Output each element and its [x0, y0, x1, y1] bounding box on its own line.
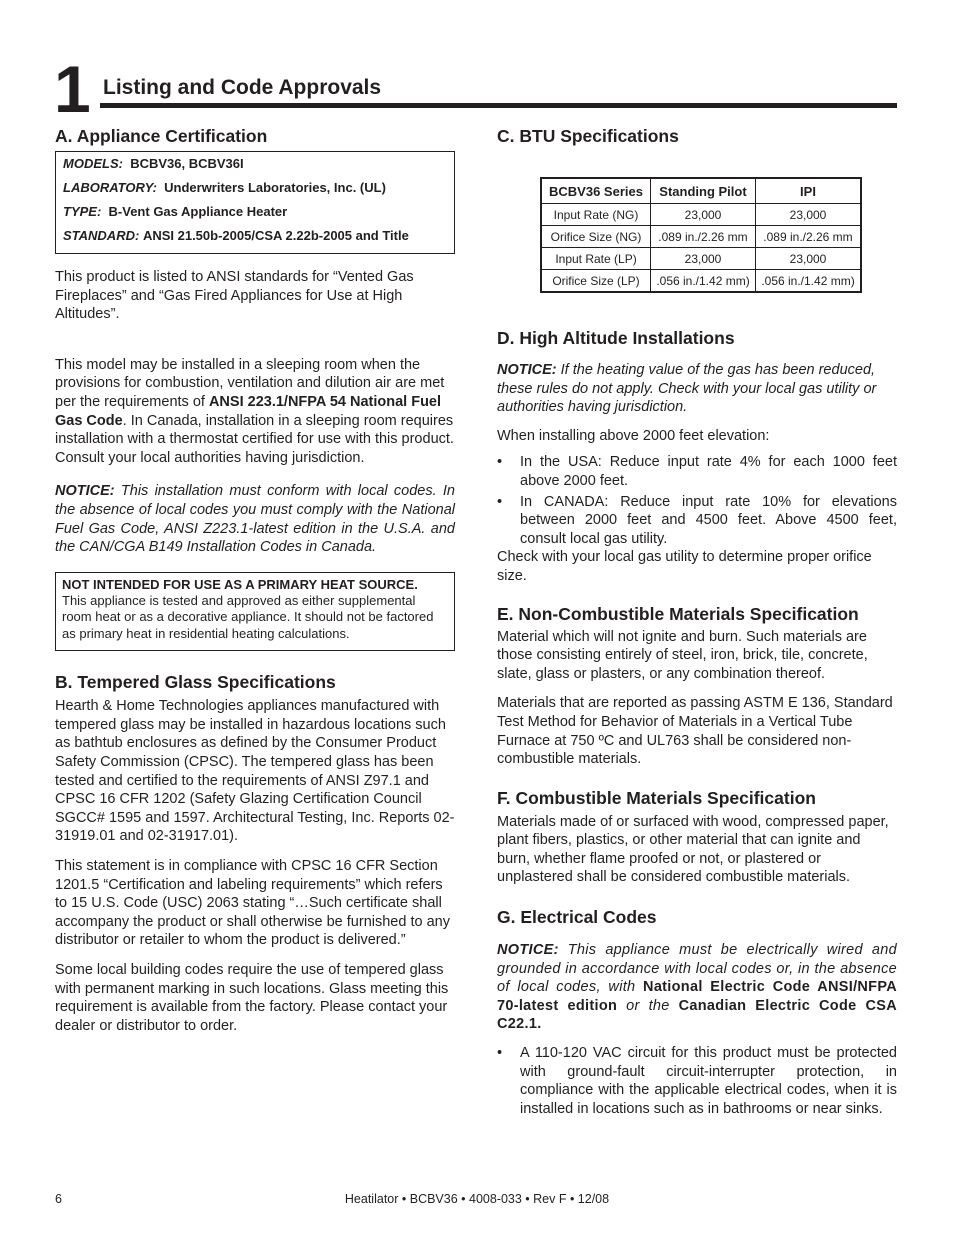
high-altitude-list	[497, 453, 897, 548]
certification-box	[55, 151, 455, 254]
non-combustible-paragraph-2: Materials that are reported as passing ASTM E 136, Standard Test Method for Behavior of Materials in a Vertical Tube Furnace at 750 ºC and UL763 shall be considered non-combustible materials.	[497, 695, 893, 768]
table-row: Orifice Size (NG) .089 in./2.26 mm .089 in./2.26 mm	[541, 226, 861, 248]
electrical-list	[497, 1044, 897, 1118]
section-f-heading: F. Combustible Materials Specification	[497, 787, 816, 808]
cert-row-standard: STANDARD: ANSI 21.50b-2005/CSA 2.22b-2005 and Title	[63, 228, 409, 243]
tempered-glass-paragraph-1: Hearth & Home Technologies appliances manufactured with tempered glass may be installed in hazardous locations such as bathtub enclosures as defined by the Consumer Product Safety Commission (CPSC). The tempered glass has been tested and certified to the requirements of ANSI Z97.1 and CPSC 16 CFR 1202 (Safety Glazing Certification Council SGCC# 1595 and 1597. Architectural Testing, Inc. Reports 02-31919.01 and 02-31917.01).	[55, 698, 455, 845]
local-codes-notice: NOTICE: This installation must conform with local codes. In the absence of local codes you must comply with the National Fuel Gas Code, ANSI Z223.1-latest edition in the U.S.A. and the CAN/CGA B149 Installation Codes in Canada.	[55, 483, 455, 556]
sleeping-room-paragraph: This model may be installed in a sleeping room when the provisions for combustion, ventilation and dilution air are met per the requirements of ANSI 223.1/NFPA 54 National Fuel Gas Code. In Canada, installation in a sleeping room requires installation with a thermostat certified for use with this product. Consult your local authorities having jurisdiction.	[55, 356, 454, 466]
high-altitude-notice: NOTICE: If the heating value of the gas has been reduced, these rules do not apply. Check with your local gas utility or authorities having jurisdiction.	[497, 362, 877, 416]
chapter-rule	[100, 103, 897, 108]
btu-col-standing-pilot: Standing Pilot	[651, 178, 756, 204]
section-a-heading: A. Appliance Certification	[55, 126, 268, 146]
non-combustible-paragraph-1: Material which will not ignite and burn. Such materials are those consisting entirely of steel, iron, brick, tile, concrete, slate, glass or plasters, or any combination thereof.	[497, 628, 868, 682]
footer-page-number: 6	[55, 1192, 62, 1206]
cert-row-type: TYPE: B-Vent Gas Appliance Heater	[63, 204, 288, 219]
table-row: Input Rate (NG) 23,000 23,000	[541, 204, 861, 226]
combustible-paragraph: Materials made of or surfaced with wood, compressed paper, plant fibers, plastics, or other material that can ignite and burn, whether flame proofed or not, or plastered or unplastered shall be considered combustible materials.	[497, 813, 889, 886]
btu-table	[540, 177, 862, 293]
btu-col-series: BCBV36 Series	[541, 178, 651, 204]
cert-row-models: MODELS: BCBV36, BCBV36I	[63, 156, 244, 171]
table-row: Orifice Size (LP) .056 in./1.42 mm) .056 in./1.42 mm)	[541, 270, 861, 293]
tempered-glass-paragraph-3: Some local building codes require the use of tempered glass with permanent marking in such locations. Glass meeting this requirement is available from the factory. Please contact your dealer or distributor to order.	[55, 961, 449, 1034]
tempered-glass-paragraph-2: This statement is in compliance with CPSC 16 CFR Section 1201.5 “Certification and labeling requirements” which refers to 15 U.S. Code (USC) 2063 stating “…Such certificate shall accompany the product or shall otherwise be furnished to any distributor or retailer to whom the product is delivered.”	[55, 857, 450, 949]
section-d-heading: D. High Altitude Installations	[497, 328, 735, 348]
section-b-heading: B. Tempered Glass Specifications	[55, 672, 336, 693]
left-column	[55, 126, 455, 1035]
warning-body: This appliance is tested and approved as either supplemental room heat or as a decorative appliance. It should not be factored as primary heat in residential heating calculations.	[62, 592, 434, 641]
section-g-heading: G. Electrical Codes	[497, 907, 657, 928]
listing-paragraph: This product is listed to ANSI standards for “Vented Gas Fireplaces” and “Gas Fired Appliances for Use at High Altitudes”.	[55, 269, 414, 323]
high-altitude-intro: When installing above 2000 feet elevation:	[497, 427, 770, 444]
warning-title: NOT INTENDED FOR USE AS A PRIMARY HEAT SOURCE.	[62, 576, 418, 592]
section-e-heading: E. Non-Combustible Materials Specification	[497, 603, 859, 624]
high-altitude-closing: Check with your local gas utility to determine proper orifice size.	[497, 549, 872, 584]
chapter-title: Listing and Code Approvals	[103, 76, 382, 99]
right-column	[497, 126, 897, 1118]
list-item: • A 110-120 VAC circuit for this product must be protected with ground-fault circuit-interrupter protection, in compliance with the applicable electrical codes, when it is installed in locations such as in bathrooms or near sinks.	[497, 1045, 897, 1117]
list-item: • In CANADA: Reduce input rate 10% for elevations between 2000 feet and 4500 feet. Above 4500 feet, consult local gas utility.	[497, 493, 897, 547]
footer-document-info: Heatilator • BCBV36 • 4008-033 • Rev F • 12/08	[344, 1192, 610, 1206]
chapter-number: 1	[54, 52, 89, 126]
cert-row-laboratory: LABORATORY: Underwriters Laboratories, Inc. (UL)	[63, 180, 386, 195]
btu-table-header	[541, 178, 861, 204]
btu-col-ipi: IPI	[756, 178, 862, 204]
section-c-heading: C. BTU Specifications	[497, 126, 679, 146]
list-item: • In the USA: Reduce input rate 4% for each 1000 feet above 2000 feet.	[497, 454, 897, 489]
electrical-notice: NOTICE: This appliance must be electrically wired and grounded in accordance with local codes or, in the absence of local codes, with National Electric Code ANSI/NFPA 70-latest edition or the Canadian Electric Code CSA C22.1.	[497, 942, 898, 1033]
primary-heat-warning-box	[55, 572, 455, 652]
table-row: Input Rate (LP) 23,000 23,000	[541, 248, 861, 270]
